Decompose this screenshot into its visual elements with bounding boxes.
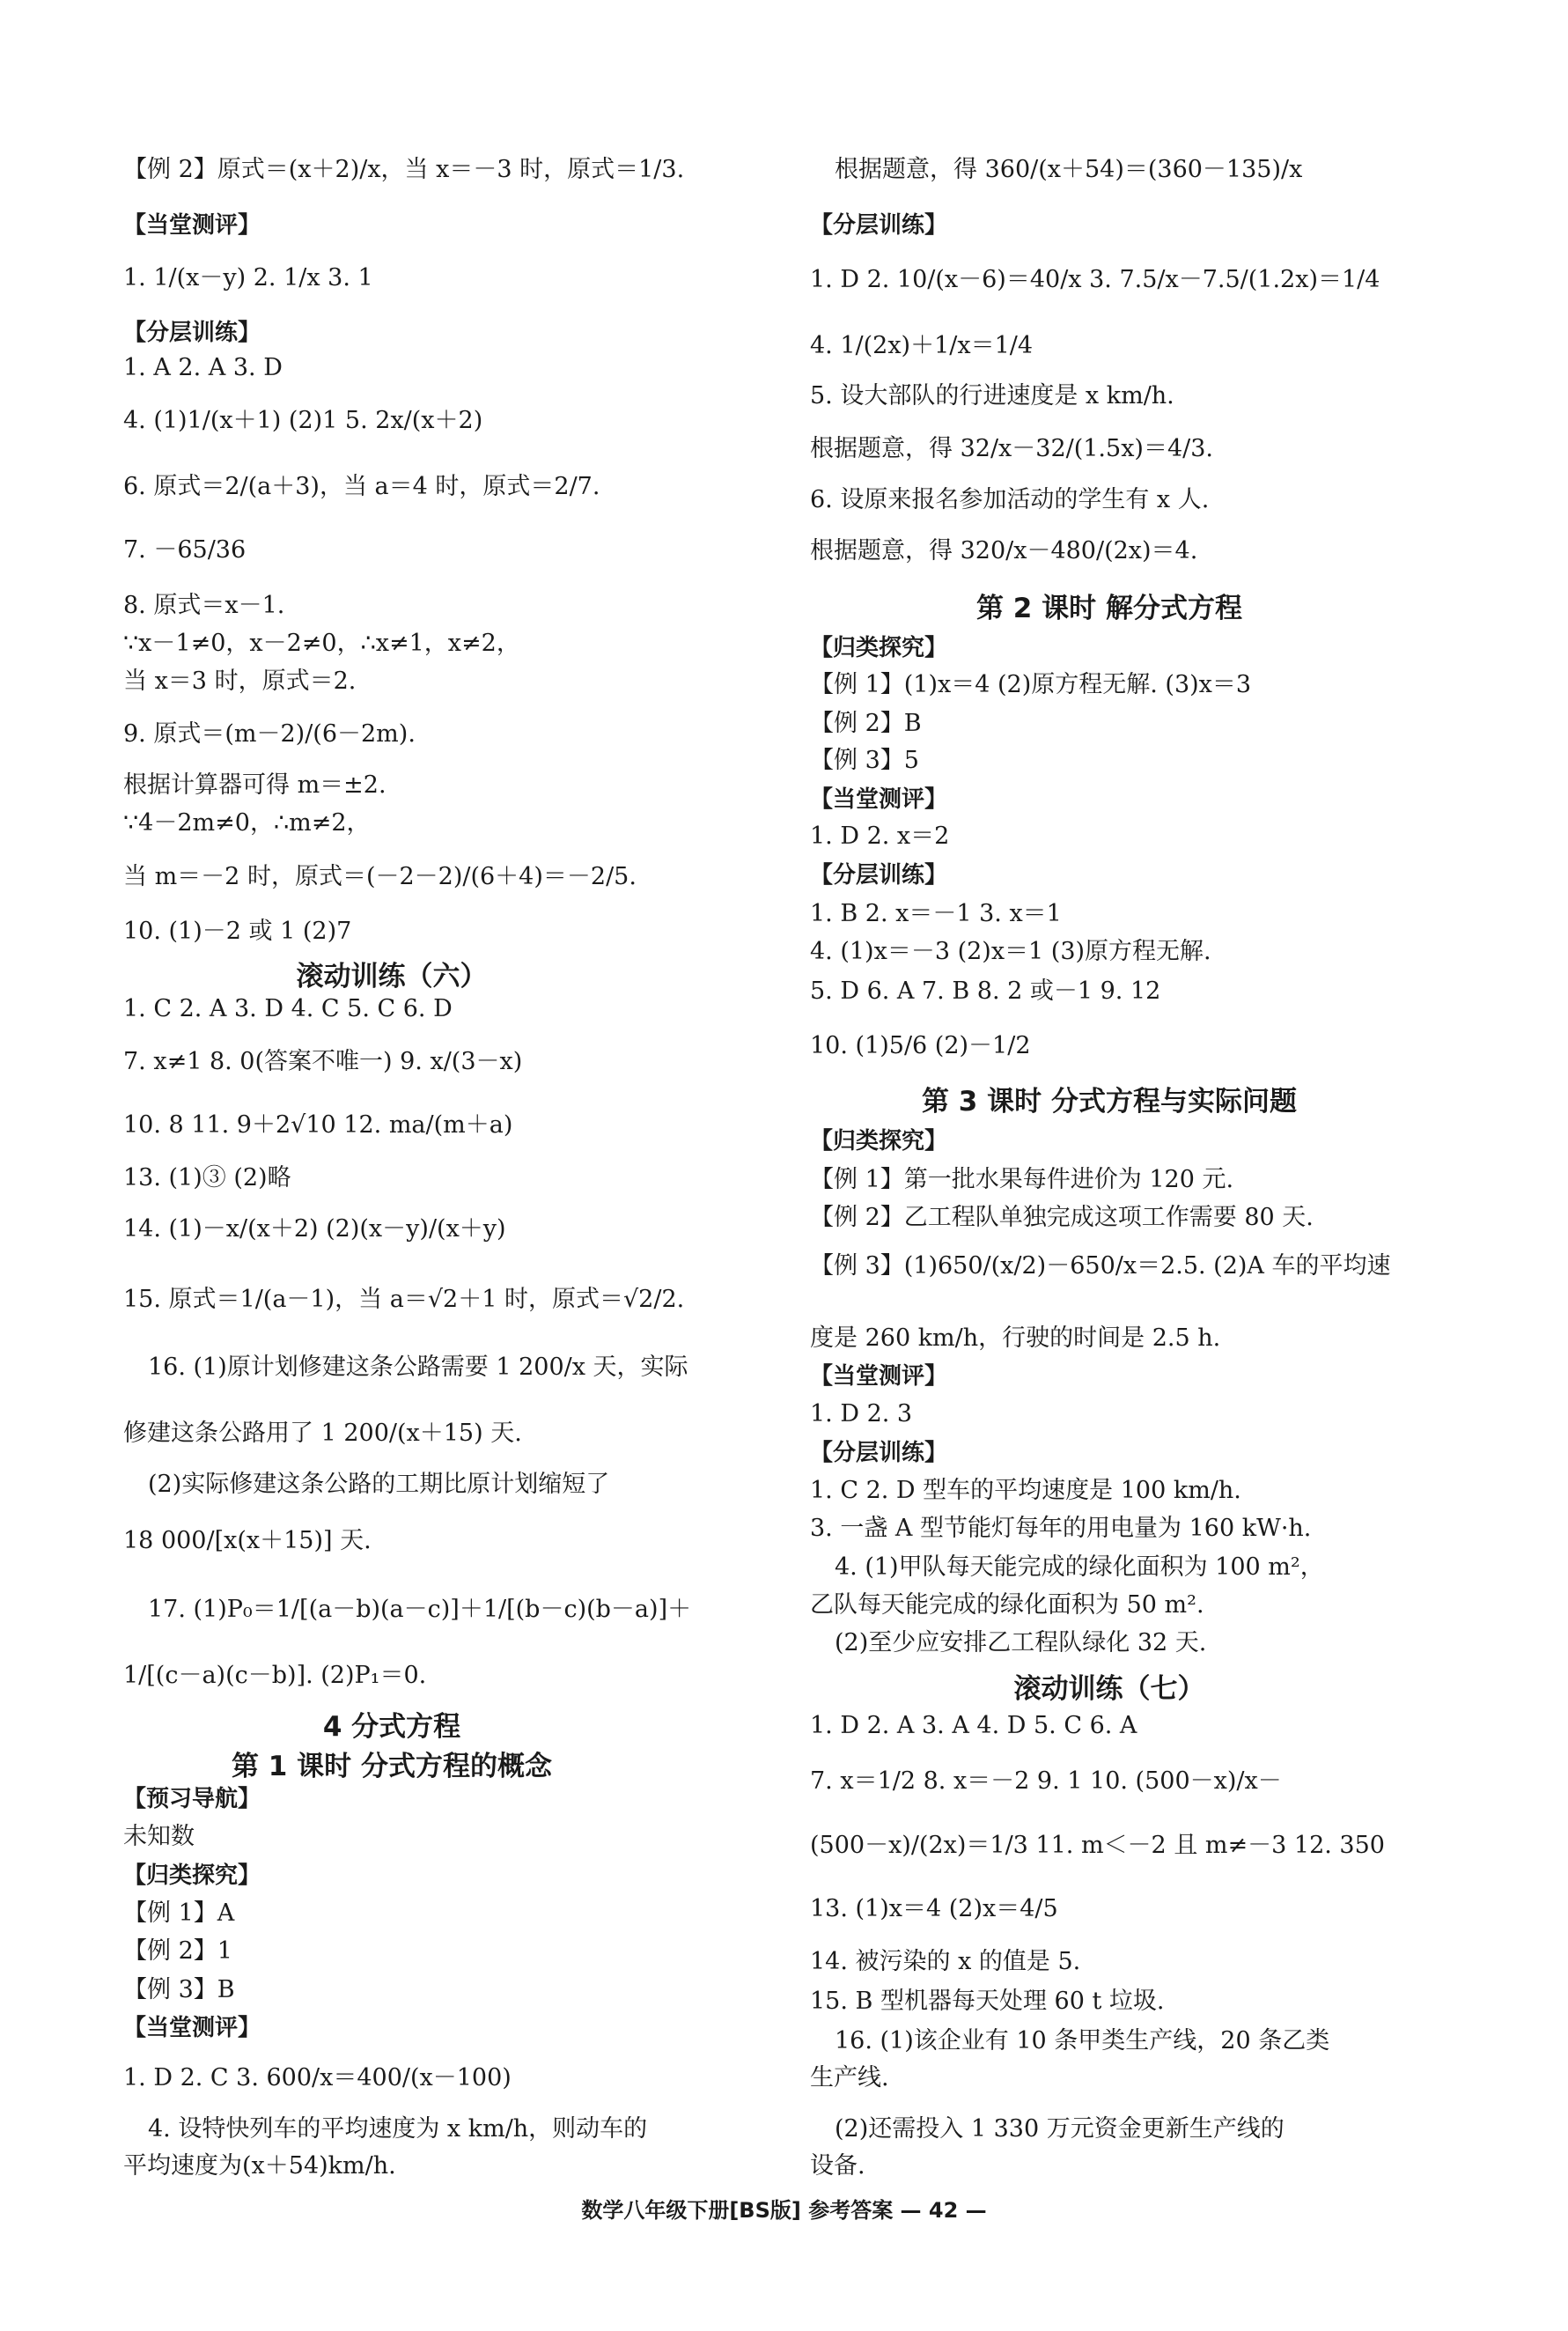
answer-line: 15. B 型机器每天处理 60 t 垃圾. <box>810 1988 1165 2015</box>
answer-line: 【例 2】原式＝(x＋2)/x，当 x＝－3 时，原式＝1/3. <box>123 156 685 183</box>
answer-line: 8. 原式＝x－1. <box>123 592 285 619</box>
answer-line: (500－x)/(2x)＝1/3 11. m＜－2 且 m≠－3 12. 350 <box>810 1832 1385 1859</box>
answer-line: 10. 8 11. 9＋2√10 12. ma/(m＋a) <box>123 1111 513 1139</box>
answer-line: 7. x＝1/2 8. x＝－2 9. 1 10. (500－x)/x－ <box>810 1767 1282 1795</box>
answer-line: ∵x－1≠0，x－2≠0，∴x≠1，x≠2， <box>123 630 520 657</box>
subsection-label: 【归类探究】 <box>810 635 948 661</box>
answer-line: (2)至少应安排乙工程队绿化 32 天. <box>835 1629 1207 1656</box>
subsection-label: 【分层训练】 <box>123 320 261 346</box>
answer-line: (2)实际修建这条公路的工期比原计划缩短了 <box>148 1471 610 1498</box>
subsection-label: 【分层训练】 <box>810 1440 948 1466</box>
answer-line: 16. (1)该企业有 10 条甲类生产线，20 条乙类 <box>835 2027 1330 2054</box>
answer-line: 6. 原式＝2/(a＋3)，当 a＝4 时，原式＝2/7. <box>123 473 600 500</box>
page-footer: 数学八年级下册[BS版] 参考答案 — 42 — <box>581 2198 987 2223</box>
answer-line: 设备. <box>810 2152 865 2180</box>
answer-line: 1. B 2. x＝－1 3. x＝1 <box>810 900 1062 927</box>
answer-line: 1. D 2. A 3. A 4. D 5. C 6. A <box>810 1712 1137 1739</box>
answer-line: 乙队每天能完成的绿化面积为 50 m². <box>810 1591 1204 1619</box>
answer-line: 4. (1)x＝－3 (2)x＝1 (3)原方程无解. <box>810 938 1211 965</box>
answer-line: 4. 设特快列车的平均速度为 x km/h，则动车的 <box>148 2115 648 2143</box>
answer-line: 14. 被污染的 x 的值是 5. <box>810 1948 1081 1975</box>
answer-line: 13. (1)x＝4 (2)x＝4/5 <box>810 1895 1058 1922</box>
answer-line: 生产线. <box>810 2064 889 2091</box>
subsection-label: 【分层训练】 <box>810 212 948 239</box>
answer-line: 当 m＝－2 时，原式＝(－2－2)/(6＋4)＝－2/5. <box>123 863 637 890</box>
answer-line: 5. 设大部队的行进速度是 x km/h. <box>810 382 1174 409</box>
answer-line: 根据题意，得 320/x－480/(2x)＝4. <box>810 537 1198 564</box>
answer-line: 【例 3】5 <box>810 747 919 774</box>
section-heading: 第 2 课时 解分式方程 <box>976 593 1242 624</box>
answer-line: 度是 260 km/h，行驶的时间是 2.5 h. <box>810 1324 1221 1352</box>
answer-line: 【例 2】乙工程队单独完成这项工作需要 80 天. <box>810 1204 1314 1231</box>
answer-line: 1. D 2. C 3. 600/x＝400/(x－100) <box>123 2064 512 2091</box>
answer-line: 14. (1)－x/(x＋2) (2)(x－y)/(x＋y) <box>123 1215 506 1243</box>
answer-line: 17. (1)P₀＝1/[(a－b)(a－c)]＋1/[(b－c)(b－a)]＋ <box>148 1596 692 1623</box>
answer-line: 6. 设原来报名参加活动的学生有 x 人. <box>810 486 1210 513</box>
answer-line: 未知数 <box>123 1823 195 1850</box>
section-heading: 滚动训练（六） <box>296 961 488 992</box>
answer-line: 【例 1】A <box>123 1899 235 1927</box>
answer-line: 1. D 2. 3 <box>810 1400 913 1427</box>
section-heading: 第 3 课时 分式方程与实际问题 <box>922 1086 1297 1118</box>
answer-line: 3. 一盏 A 型节能灯每年的用电量为 160 kW·h. <box>810 1515 1312 1542</box>
subsection-label: 【预习导航】 <box>123 1786 261 1812</box>
answer-line: 平均速度为(x＋54)km/h. <box>123 2152 396 2180</box>
answer-line: 7. －65/36 <box>123 536 247 564</box>
answer-line: 1. D 2. x＝2 <box>810 822 950 850</box>
answer-line: 根据计算器可得 m＝±2. <box>123 771 386 799</box>
section-heading: 4 分式方程 <box>322 1711 461 1743</box>
section-heading: 滚动训练（七） <box>1013 1673 1205 1705</box>
answer-line: 【例 2】B <box>810 710 922 737</box>
answer-line: 10. (1)5/6 (2)－1/2 <box>810 1032 1031 1059</box>
answer-line: 根据题意，得 360/(x＋54)＝(360－135)/x <box>835 156 1303 183</box>
answer-line: 4. (1)1/(x＋1) (2)1 5. 2x/(x＋2) <box>123 407 483 434</box>
subsection-label: 【归类探究】 <box>810 1128 948 1154</box>
answer-line: 【例 2】1 <box>123 1937 232 1965</box>
subsection-label: 【当堂测评】 <box>810 1363 948 1390</box>
answer-line: 13. (1)③ (2)略 <box>123 1164 291 1191</box>
subsection-label: 【当堂测评】 <box>123 2015 261 2041</box>
answer-line: 18 000/[x(x＋15)] 天. <box>123 1527 372 1554</box>
answer-line: 修建这条公路用了 1 200/(x＋15) 天. <box>123 1420 522 1447</box>
answer-line: 【例 3】(1)650/(x/2)－650/x＝2.5. (2)A 车的平均速 <box>810 1252 1391 1280</box>
answer-line: 根据题意，得 32/x－32/(1.5x)＝4/3. <box>810 435 1213 462</box>
answer-line: 【例 3】B <box>123 1976 235 2003</box>
subsection-label: 【当堂测评】 <box>123 212 261 239</box>
answer-line: 4. (1)甲队每天能完成的绿化面积为 100 m²， <box>835 1553 1324 1581</box>
answer-line: 1. D 2. 10/(x－6)＝40/x 3. 7.5/x－7.5/(1.2x)＝1/4 <box>810 266 1380 293</box>
answer-line: 10. (1)－2 或 1 (2)7 <box>123 918 352 945</box>
answer-line: 4. 1/(2x)＋1/x＝1/4 <box>810 332 1034 359</box>
answer-line: 【例 1】第一批水果每件进价为 120 元. <box>810 1166 1234 1193</box>
section-heading: 第 1 课时 分式方程的概念 <box>232 1751 552 1782</box>
answer-line: 1. C 2. D 型车的平均速度是 100 km/h. <box>810 1477 1241 1504</box>
answer-line: 当 x＝3 时，原式＝2. <box>123 668 357 695</box>
answer-line: 【例 1】(1)x＝4 (2)原方程无解. (3)x＝3 <box>810 671 1252 698</box>
answer-line: 15. 原式＝1/(a－1)，当 a＝√2＋1 时，原式＝√2/2. <box>123 1286 685 1313</box>
subsection-label: 【当堂测评】 <box>810 786 948 813</box>
answer-line: 1. A 2. A 3. D <box>123 354 283 381</box>
answer-line: 1. 1/(x－y) 2. 1/x 3. 1 <box>123 264 373 291</box>
answer-line: 7. x≠1 8. 0(答案不唯一) 9. x/(3－x) <box>123 1048 523 1075</box>
answer-line: 1/[(c－a)(c－b)]. (2)P₁＝0. <box>123 1662 427 1689</box>
answer-line: 16. (1)原计划修建这条公路需要 1 200/x 天，实际 <box>148 1354 688 1381</box>
answer-line: 1. C 2. A 3. D 4. C 5. C 6. D <box>123 995 453 1022</box>
answer-line: 5. D 6. A 7. B 8. 2 或－1 9. 12 <box>810 977 1161 1005</box>
answer-line: ∵4－2m≠0，∴m≠2， <box>123 809 371 837</box>
answer-line: 9. 原式＝(m－2)/(6－2m). <box>123 720 416 748</box>
subsection-label: 【分层训练】 <box>810 862 948 889</box>
answer-line: (2)还需投入 1 330 万元资金更新生产线的 <box>835 2115 1285 2143</box>
subsection-label: 【归类探究】 <box>123 1863 261 1889</box>
